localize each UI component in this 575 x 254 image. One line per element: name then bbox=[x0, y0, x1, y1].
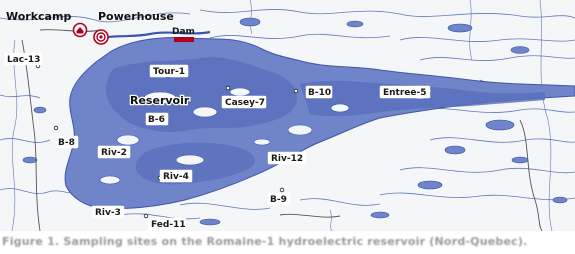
label-casey7 bbox=[222, 96, 266, 108]
label-entree5 bbox=[380, 86, 430, 98]
label-tour1 bbox=[150, 65, 188, 77]
label-riv12-text: Riv-12 bbox=[271, 154, 304, 164]
label-b8 bbox=[56, 136, 78, 148]
label-riv12 bbox=[268, 152, 306, 164]
label-riv4 bbox=[160, 170, 192, 182]
label-lac13 bbox=[4, 53, 42, 65]
label-workcamp-text: Workcamp bbox=[6, 10, 72, 23]
label-entree5-text: Entree-5 bbox=[383, 88, 427, 98]
house-icon bbox=[74, 24, 87, 37]
label-reservoir bbox=[130, 94, 190, 107]
figure-caption bbox=[0, 231, 575, 254]
target-icon bbox=[94, 30, 108, 44]
label-b9-text: B-9 bbox=[270, 195, 287, 205]
label-dam-text: Dam bbox=[172, 27, 195, 37]
label-b6 bbox=[146, 113, 168, 125]
label-b10 bbox=[306, 86, 332, 98]
label-workcamp bbox=[6, 10, 71, 23]
label-riv2 bbox=[98, 146, 130, 158]
dam-bar-icon bbox=[174, 37, 194, 42]
label-b8-text: B-8 bbox=[58, 138, 75, 148]
label-fed11 bbox=[148, 218, 186, 230]
label-reservoir-text: Reservoir bbox=[130, 94, 190, 107]
figure-caption-text: Figure 1. Sampling sites on the Romaine-1 hydroelectric reservoir (Nord-Quebec). bbox=[2, 235, 528, 248]
label-dam bbox=[172, 27, 195, 37]
label-b10-text: B-10 bbox=[308, 88, 332, 98]
label-powerhouse bbox=[98, 10, 174, 23]
label-fed11-text: Fed-11 bbox=[151, 220, 186, 230]
label-b6-text: B-6 bbox=[148, 115, 165, 125]
label-casey7-text: Casey-7 bbox=[225, 98, 266, 108]
label-riv3-text: Riv-3 bbox=[95, 208, 121, 218]
label-riv3 bbox=[92, 206, 124, 218]
label-riv2-text: Riv-2 bbox=[101, 148, 127, 158]
label-riv4-text: Riv-4 bbox=[163, 172, 189, 182]
label-lac13-text: Lac-13 bbox=[7, 55, 41, 65]
label-b9 bbox=[268, 193, 290, 205]
label-tour1-text: Tour-1 bbox=[153, 67, 185, 77]
label-powerhouse-text: Powerhouse bbox=[98, 10, 174, 23]
